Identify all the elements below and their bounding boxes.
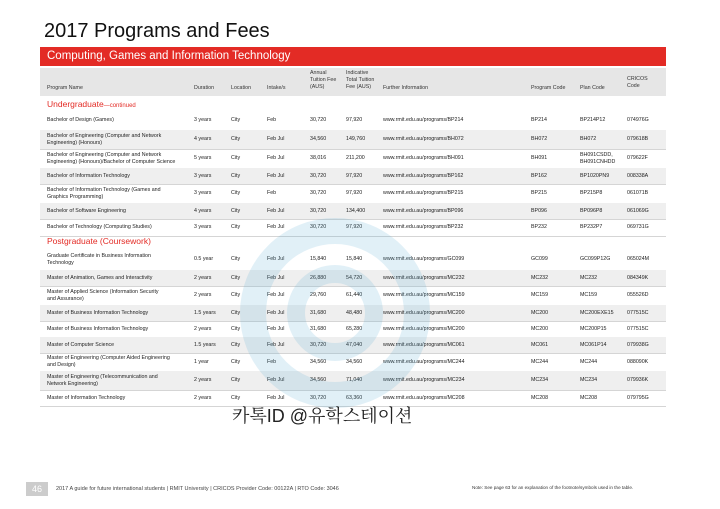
cell-location: City (231, 190, 241, 196)
cell-pcode: BP215 (531, 190, 547, 196)
cell-total: 71,040 (346, 377, 363, 383)
table-row (40, 149, 666, 169)
cell-name: Master of Engineering (Telecommunication and Network Engineering) (47, 374, 158, 387)
footer-note: Note: See page 63 for an explanation of the footnote/symbols used in the table. (472, 485, 634, 490)
footer-text: 2017 A guide for future international students | RMIT University | CRICOS Provider Code: 00122A | RTO Code: 3046 (56, 486, 339, 492)
cell-info[interactable]: www.rmit.edu.au/programs/BP162 (383, 173, 464, 179)
cell-info[interactable]: www.rmit.edu.au/programs/MC234 (383, 377, 465, 383)
cell-pcode: BP096 (531, 208, 547, 214)
cell-info[interactable]: www.rmit.edu.au/programs/MC200 (383, 326, 465, 332)
table-row (40, 203, 666, 220)
cell-pcode: GC099 (531, 256, 548, 262)
cell-location: City (231, 395, 241, 401)
cell-name: Bachelor of Technology (Computing Studies) (47, 224, 152, 230)
cell-info[interactable]: www.rmit.edu.au/programs/BP214 (383, 117, 464, 123)
watermark-ring-inner (287, 265, 383, 361)
cell-intake: Feb Jul (267, 292, 285, 298)
cell-duration: 2 years (194, 395, 212, 401)
cell-pcode: BH091 (531, 155, 548, 161)
cell-duration: 3 years (194, 117, 212, 123)
cell-annual: 31,680 (310, 310, 327, 316)
cell-annual: 30,720 (310, 190, 327, 196)
cell-total: 15,840 (346, 256, 363, 262)
cell-info[interactable]: www.rmit.edu.au/programs/MC208 (383, 395, 465, 401)
cell-pcode: MC244 (531, 359, 549, 365)
cell-pcode: BH072 (531, 136, 548, 142)
cell-total: 54,720 (346, 275, 363, 281)
cell-intake: Feb Jul (267, 256, 285, 262)
cell-annual: 34,560 (310, 136, 327, 142)
cell-info[interactable]: www.rmit.edu.au/programs/BP232 (383, 224, 464, 230)
cell-location: City (231, 136, 241, 142)
cell-plan: MC244 (580, 359, 598, 365)
cell-duration: 4 years (194, 208, 212, 214)
cell-total: 34,560 (346, 359, 363, 365)
cell-plan: BH091CSDD, BH091CNHDD (580, 152, 616, 165)
cell-annual: 34,560 (310, 359, 327, 365)
cell-plan: BP232P7 (580, 224, 603, 230)
cell-annual: 31,680 (310, 326, 327, 332)
cell-info[interactable]: www.rmit.edu.au/programs/MC061 (383, 342, 465, 348)
cell-total: 211,200 (346, 155, 365, 161)
cell-pcode: MC234 (531, 377, 549, 383)
cell-cricos: 074976G (627, 117, 649, 123)
page-number: 46 (26, 482, 48, 496)
cell-pcode: MC200 (531, 310, 549, 316)
cell-info[interactable]: www.rmit.edu.au/programs/MC200 (383, 310, 465, 316)
cell-intake: Feb Jul (267, 155, 285, 161)
cell-cricos: 079938G (627, 342, 649, 348)
cell-plan: MC159 (580, 292, 598, 298)
cell-cricos: 065024M (627, 256, 650, 262)
cell-annual: 30,720 (310, 173, 327, 179)
col-header-annual-fee: Annual Tuition Fee (AUS) (310, 70, 337, 90)
cell-duration: 1.5 years (194, 310, 216, 316)
cell-pcode: MC200 (531, 326, 549, 332)
table-row (40, 184, 666, 204)
cell-cricos: 008338A (627, 173, 649, 179)
cell-total: 48,480 (346, 310, 363, 316)
cell-location: City (231, 326, 241, 332)
cell-cricos: 079795G (627, 395, 649, 401)
cell-info[interactable]: www.rmit.edu.au/programs/BH072 (383, 136, 464, 142)
cell-cricos: 079936K (627, 377, 649, 383)
cell-intake: Feb Jul (267, 377, 285, 383)
cell-plan: BH072 (580, 136, 597, 142)
cell-intake: Feb Jul (267, 208, 285, 214)
col-header-intake: Intake/s (267, 85, 286, 91)
cell-total: 47,040 (346, 342, 363, 348)
cell-total: 97,920 (346, 190, 363, 196)
cell-duration: 3 years (194, 190, 212, 196)
cell-name: Master of Business Information Technology (47, 326, 149, 332)
cell-location: City (231, 377, 241, 383)
cell-duration: 3 years (194, 224, 212, 230)
cell-intake: Feb Jul (267, 173, 285, 179)
cell-annual: 30,720 (310, 208, 327, 214)
cell-location: City (231, 359, 241, 365)
cell-plan: BP096P8 (580, 208, 603, 214)
cell-annual: 30,720 (310, 342, 327, 348)
cell-cricos: 077515C (627, 310, 649, 316)
col-header-cricos: CRICOS Code (627, 76, 648, 89)
cell-pcode: BP214 (531, 117, 547, 123)
cell-intake: Feb Jul (267, 310, 285, 316)
page-title: 2017 Programs and Fees (44, 20, 270, 42)
cell-name: Bachelor of Software Engineering (47, 208, 126, 214)
cell-annual: 30,720 (310, 224, 327, 230)
col-header-program-code: Program Code (531, 85, 566, 91)
cell-name: Master of Applied Science (Information Security and Assurance) (47, 289, 159, 302)
cell-cricos: 061069G (627, 208, 649, 214)
cell-duration: 5 years (194, 155, 212, 161)
cell-location: City (231, 117, 241, 123)
cell-duration: 2 years (194, 275, 212, 281)
cell-plan: MC232 (580, 275, 598, 281)
watermark-text: 카톡ID @유학스테이션 (232, 406, 413, 426)
table-row (40, 111, 666, 131)
cell-annual: 29,760 (310, 292, 327, 298)
cell-info[interactable]: www.rmit.edu.au/programs/GC099 (383, 256, 465, 262)
cell-name: Master of Computer Science (47, 342, 115, 348)
col-header-program: Program Name (47, 85, 83, 91)
col-header-plan-code: Plan Code (580, 85, 605, 91)
cell-plan: MC208 (580, 395, 598, 401)
cell-name: Master of Business Information Technology (47, 310, 149, 316)
col-header-total-fee: Indicative Total Tuition Fee (AUS) (346, 70, 375, 90)
cell-total: 134,400 (346, 208, 366, 214)
cell-info[interactable]: www.rmit.edu.au/programs/BP096 (383, 208, 464, 214)
cell-location: City (231, 208, 241, 214)
cell-annual: 30,720 (310, 395, 327, 401)
cell-total: 97,920 (346, 173, 363, 179)
cell-cricos: 088090K (627, 359, 649, 365)
cell-intake: Feb (267, 359, 277, 365)
cell-cricos: 055526D (627, 292, 649, 298)
section-header: Computing, Games and Information Technology (40, 47, 666, 66)
cell-cricos: 079618B (627, 136, 649, 142)
cell-info[interactable]: www.rmit.edu.au/programs/BH091 (383, 155, 464, 161)
cell-plan: GC099P12G (580, 256, 611, 262)
cell-plan: BP215P8 (580, 190, 603, 196)
cell-cricos: 079622F (627, 155, 648, 161)
cell-duration: 0.5 year (194, 256, 214, 262)
cell-cricos: 084349K (627, 275, 649, 281)
cell-location: City (231, 224, 241, 230)
cell-location: City (231, 155, 241, 161)
col-header-duration: Duration (194, 85, 215, 91)
cell-intake: Feb Jul (267, 136, 285, 142)
cell-annual: 30,720 (310, 117, 327, 123)
cell-cricos: 077515C (627, 326, 649, 332)
cell-info[interactable]: www.rmit.edu.au/programs/MC232 (383, 275, 465, 281)
cell-total: 63,360 (346, 395, 363, 401)
cell-intake: Feb Jul (267, 342, 285, 348)
table-column-headers (40, 68, 666, 96)
cell-pcode: MC159 (531, 292, 549, 298)
cell-annual: 34,560 (310, 377, 327, 383)
cell-cricos: 069731G (627, 224, 649, 230)
col-header-location: Location (231, 85, 252, 91)
cell-info[interactable]: www.rmit.edu.au/programs/BP215 (383, 190, 464, 196)
cell-total: 65,280 (346, 326, 363, 332)
cell-name: Graduate Certificate in Business Information Technology (47, 253, 151, 266)
table-row (40, 130, 666, 150)
cell-plan: BP1020PN9 (580, 173, 610, 179)
cell-intake: Feb (267, 190, 277, 196)
cell-location: City (231, 310, 241, 316)
cell-duration: 2 years (194, 377, 212, 383)
cell-plan: MC200P15 (580, 326, 607, 332)
cell-total: 97,920 (346, 224, 363, 230)
cell-location: City (231, 275, 241, 281)
cell-name: Master of Information Technology (47, 395, 126, 401)
cell-plan: MC200EXE15 (580, 310, 614, 316)
cell-pcode: MC208 (531, 395, 549, 401)
cell-intake: Feb (267, 117, 277, 123)
cell-duration: 1 year (194, 359, 209, 365)
cell-annual: 15,840 (310, 256, 327, 262)
cell-annual: 38,016 (310, 155, 327, 161)
cell-intake: Feb Jul (267, 224, 285, 230)
cell-total: 97,920 (346, 117, 363, 123)
cell-pcode: BP162 (531, 173, 547, 179)
cell-total: 149,760 (346, 136, 366, 142)
cell-duration: 1.5 years (194, 342, 216, 348)
cell-total: 61,440 (346, 292, 363, 298)
cell-duration: 2 years (194, 326, 212, 332)
cell-pcode: MC061 (531, 342, 549, 348)
cell-cricos: 061071B (627, 190, 649, 196)
cell-plan: BP214P12 (580, 117, 606, 123)
cell-info[interactable]: www.rmit.edu.au/programs/MC244 (383, 359, 465, 365)
cell-duration: 4 years (194, 136, 212, 142)
cell-location: City (231, 256, 241, 262)
cell-plan: MC061P14 (580, 342, 607, 348)
cell-pcode: MC232 (531, 275, 549, 281)
cell-duration: 2 years (194, 292, 212, 298)
cell-annual: 26,880 (310, 275, 327, 281)
cell-name: Bachelor of Design (Games) (47, 117, 114, 123)
group-heading-postgraduate: Postgraduate (Coursework) (47, 236, 151, 246)
cell-duration: 3 years (194, 173, 212, 179)
cell-name: Master of Engineering (Computer Aided Engineering and Design) (47, 355, 170, 368)
cell-name: Master of Animation, Games and Interactivity (47, 275, 153, 281)
cell-location: City (231, 292, 241, 298)
cell-name: Bachelor of Engineering (Computer and Network Engineering) (Honours) (47, 133, 162, 146)
col-header-further-info: Further Information (383, 85, 429, 91)
cell-intake: Feb Jul (267, 326, 285, 332)
group-heading-undergraduate: Undergraduate—continued (47, 99, 136, 109)
cell-info[interactable]: www.rmit.edu.au/programs/MC159 (383, 292, 465, 298)
cell-plan: MC234 (580, 377, 598, 383)
cell-location: City (231, 342, 241, 348)
cell-intake: Feb Jul (267, 275, 285, 281)
cell-name: Bachelor of Information Technology (Games and Graphics Programming) (47, 187, 161, 200)
cell-intake: Feb Jul (267, 395, 285, 401)
cell-name: Bachelor of Engineering (Computer and Network Engineering) (Honours)/Bachelor of Computer Science (47, 152, 176, 165)
cell-pcode: BP232 (531, 224, 547, 230)
cell-location: City (231, 173, 241, 179)
table-row (40, 168, 666, 185)
cell-name: Bachelor of Information Technology (47, 173, 130, 179)
